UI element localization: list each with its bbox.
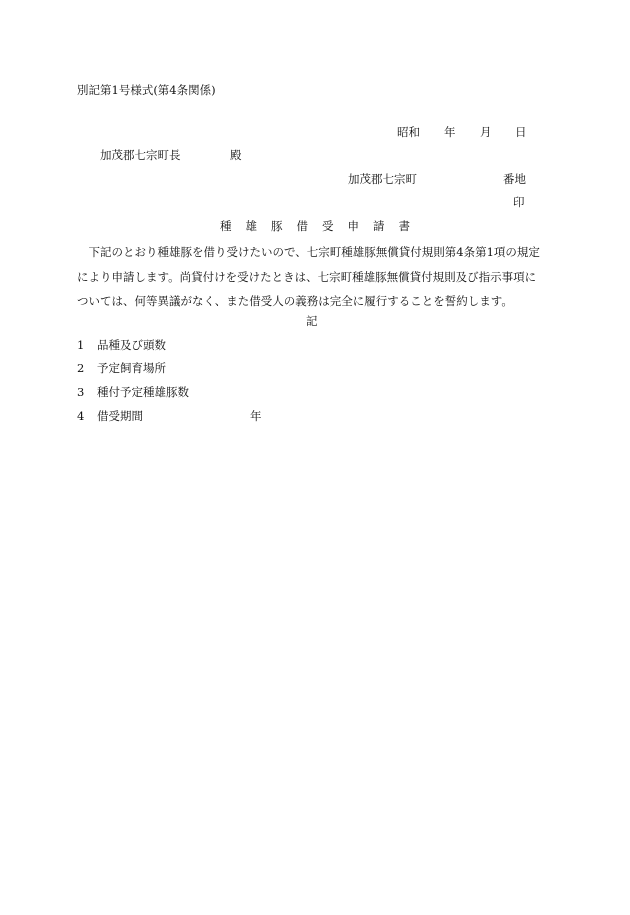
title-char: 種 (220, 219, 232, 233)
body-line-3: ついては、何等異議がなく、また借受人の義務は完全に履行することを誓約します。 (77, 294, 513, 308)
body-line-2: により申請します。尚貸付けを受けたときは、七宗町種雄豚無償貸付規則及び指示事項に (77, 269, 537, 284)
applicant-address-town: 加茂郡七宗町 (348, 172, 417, 186)
item-label: 予定飼育場所 (97, 361, 166, 375)
list-item (77, 384, 189, 400)
form-number: 別記第1号様式(第4条関係) (77, 83, 216, 97)
item-label: 種付予定種雄豚数 (97, 385, 189, 399)
title-char: 借 (296, 219, 308, 233)
addressee: 加茂郡七宗町長 (100, 148, 181, 162)
date-day: 日 (515, 125, 527, 139)
date-line (0, 124, 630, 140)
title-char: 雄 (245, 219, 257, 233)
item-label: 品種及び頭数 (97, 338, 166, 352)
ki-heading: 記 (306, 314, 318, 328)
item-label: 借受期間 (97, 409, 143, 423)
period-year-unit: 年 (250, 409, 262, 423)
item-number: 3 (77, 385, 85, 399)
title-char: 請 (373, 219, 385, 233)
title-char: 豚 (271, 219, 283, 233)
item-number: 4 (77, 409, 85, 423)
body-line-1: 下記のとおり種雄豚を借り受けたいので、七宗町種雄豚無償貸付規則第4条第1項の規定 (88, 245, 540, 259)
item-number: 2 (77, 361, 85, 375)
date-era: 昭和 (397, 125, 420, 139)
list-item (77, 360, 166, 376)
title-char: 受 (322, 219, 334, 233)
application-body (77, 240, 557, 314)
list-item (77, 337, 166, 353)
honorific: 殿 (230, 148, 242, 162)
applicant-address-banchi: 番地 (503, 172, 526, 186)
document-title (0, 218, 630, 234)
title-char: 申 (347, 219, 359, 233)
date-year: 年 (444, 125, 456, 139)
title-char: 書 (398, 219, 410, 233)
seal-mark: 印 (513, 195, 525, 209)
date-month: 月 (480, 125, 492, 139)
item-number: 1 (77, 338, 85, 352)
list-item (77, 408, 143, 424)
